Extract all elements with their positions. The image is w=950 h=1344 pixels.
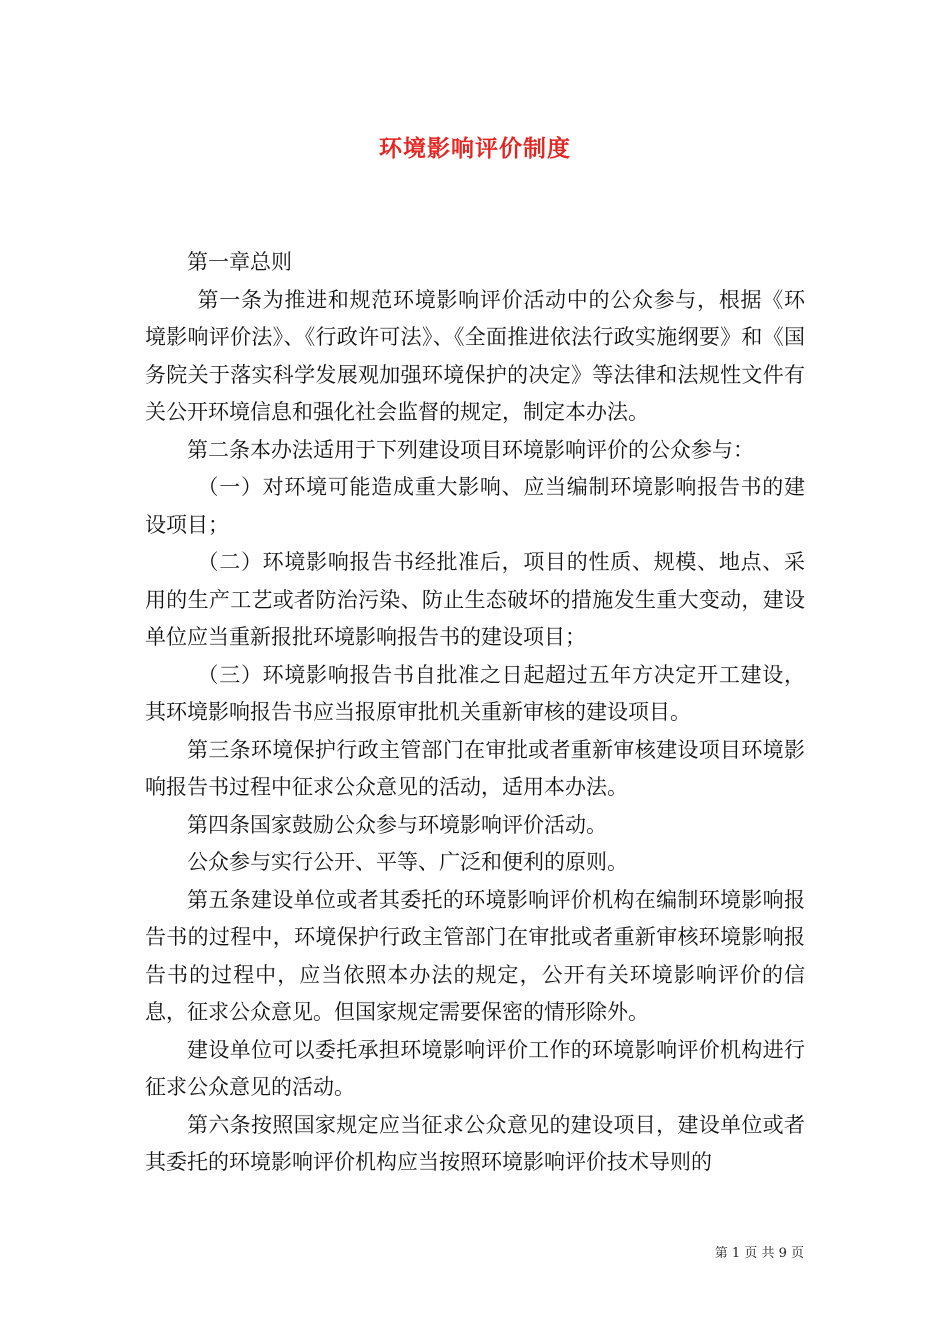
chapter-heading: 第一章总则 — [187, 250, 292, 274]
page-number-footer: 第 1 页 共 9 页 — [714, 1246, 804, 1261]
paragraph: 公众参与实行公开、平等、广泛和便利的原则。 — [187, 850, 628, 874]
paragraph: 建设单位可以委托承担环境影响评价工作的环境影响评价机构进行征求公众意见的活动。 — [145, 1037, 805, 1099]
list-item: （三）环境影响报告书自批准之日起超过五年方决定开工建设，其环境影响报告书应当报原审批机关重新审核的建设项目。 — [145, 662, 805, 724]
list-item: （二）环境影响报告书经批准后，项目的性质、规模、地点、采用的生产工艺或者防治污染、防止生态破坏的措施发生重大变动，建设单位应当重新报批环境影响报告书的建设项目； — [145, 550, 805, 649]
paragraph: 第一条为推进和规范环境影响评价活动中的公众参与，根据《环境影响评价法》、《行政许可法》、《全面推进依法行政实施纲要》和《国务院关于落实科学发展观加强环境保护的决定》等法律和法规性文件有关公开环境信息和强化社会监督的规定，制定本办法。 — [145, 287, 805, 424]
paragraph: 第四条国家鼓励公众参与环境影响评价活动。 — [187, 812, 607, 837]
paragraph: 第六条按照国家规定应当征求公众意见的建设项目，建设单位或者其委托的环境影响评价机构应当按照环境影响评价技术导则的 — [145, 1112, 805, 1174]
paragraph: 第三条环境保护行政主管部门在审批或者重新审核建设项目环境影响报告书过程中征求公众意见的活动，适用本办法。 — [145, 737, 805, 799]
paragraph: 第五条建设单位或者其委托的环境影响评价机构在编制环境影响报告书的过程中，环境保护行政主管部门在审批或者重新审核环境影响报告书的过程中，应当依照本办法的规定，公开有关环境影响评价的信息，征求公众意见。但国家规定需要保密的情形除外。 — [145, 887, 805, 1024]
list-item: （一）对环境可能造成重大影响、应当编制环境影响报告书的建设项目； — [145, 475, 805, 537]
document-body — [145, 244, 805, 1182]
document-title: 环境影响评价制度 — [379, 135, 571, 162]
paragraph: 第二条本办法适用于下列建设项目环境影响评价的公众参与： — [187, 437, 754, 462]
